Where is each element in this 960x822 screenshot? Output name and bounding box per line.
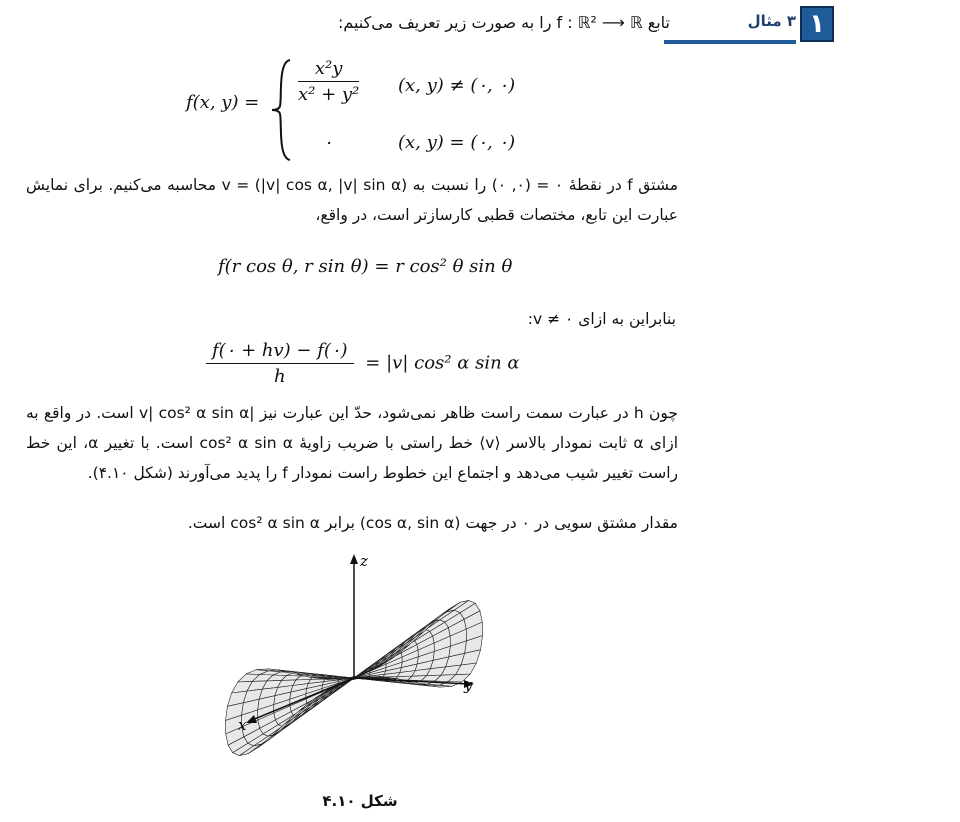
- quotient-numerator: f(۰ + hv) − f(۰): [206, 340, 354, 364]
- paragraph-1: مشتق f در نقطهٔ ۰ = (۰, ۰) را نسبت به v = (|v| cos α, |v| sin α) محاسبه می‌کنیم. برای نمایش عبارت این تابع، مختصات قطبی کارسازتر است، در واقع،: [26, 176, 678, 224]
- example-number-badge: [800, 6, 834, 42]
- y-axis-label: y: [464, 676, 473, 694]
- paragraph-3: چون h در عبارت سمت راست ظاهر نمی‌شود، حدّ این عبارت نیز |v| cos² α sin α است. در واقع به ازای α ثابت نمودار بالاسر ⟨v⟩ خط راستی با ضریب زاویهٔ cos² α sin α است. با تغییر α، این خط راست تغییر شیب می‌دهد و اجتماع این خطوط راست نمودار f را پدید می‌آورند (شکل ۴.۱۰).: [26, 404, 678, 482]
- example-label: ۳ مثال: [747, 12, 796, 30]
- example-number: ۱: [809, 9, 825, 39]
- z-axis-arrow: [350, 554, 358, 564]
- saddle-surface-figure: [220, 548, 500, 788]
- paragraph-4: مقدار مشتق سویی در ۰ در جهت (cos α, sin α) برابر cos² α sin α است.: [187, 514, 678, 532]
- case1-numerator: x²y: [298, 58, 359, 82]
- x-axis-label: x: [238, 716, 247, 734]
- case2-value: ۰: [323, 132, 333, 153]
- case2-condition: (x, y) = (۰, ۰): [398, 132, 516, 153]
- quotient-denominator: h: [273, 366, 286, 387]
- figure-caption: شکل ۴.۱۰: [322, 792, 398, 810]
- definition-lhs: f(x, y) =: [186, 92, 260, 113]
- example-underline: [664, 40, 796, 44]
- intro-line: تابع f : ℝ² ⟶ ℝ را به صورت زیر تعریف می‌کنیم:: [337, 13, 670, 32]
- case1-fraction: [292, 58, 365, 105]
- quotient-equation: [200, 340, 520, 387]
- case1-denominator: x² + y²: [298, 84, 360, 105]
- quotient-rhs: = |v| cos² α sin α: [365, 352, 520, 374]
- z-axis-label: z: [360, 552, 368, 570]
- case1-condition: (x, y) ≠ (۰, ۰): [398, 75, 516, 96]
- polar-equation: f(r cos θ, r sin θ) = r cos² θ sin θ: [218, 256, 513, 277]
- paragraph-2: بنابراین به ازای v ≠ ۰:: [527, 310, 676, 328]
- left-brace: [270, 58, 294, 162]
